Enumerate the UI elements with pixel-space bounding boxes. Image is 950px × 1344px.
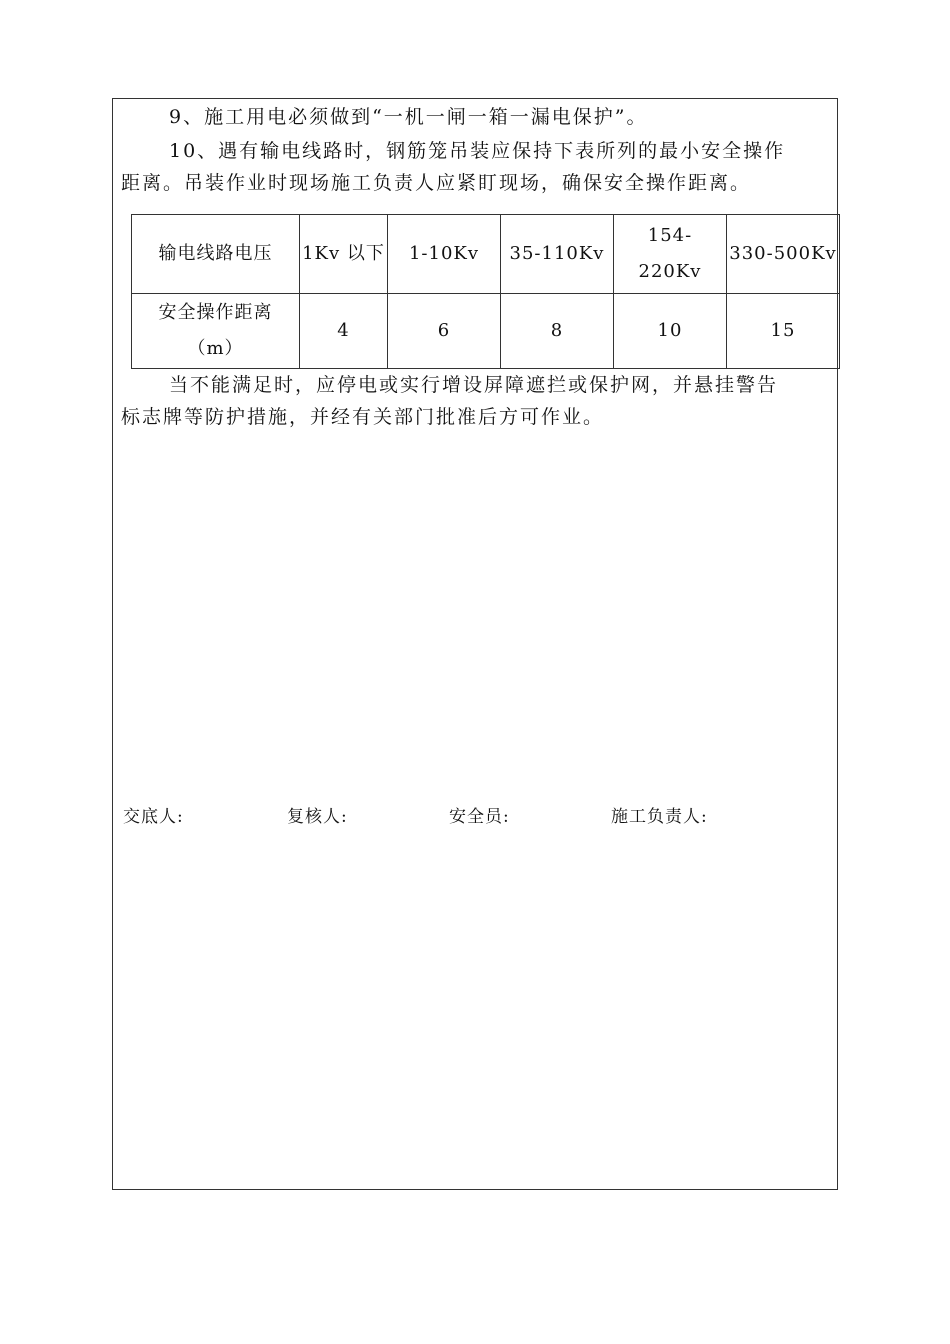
table-row-voltage <box>132 215 840 294</box>
table-header-distance: 安全操作距离（m） <box>132 294 300 369</box>
paragraph-note-line-2: 标志牌等防护措施，并经有关部门批准后方可作业。 <box>121 406 605 428</box>
paragraph-note-line-1: 当不能满足时，应停电或实行增设屏障遮拦或保护网，并悬挂警告 <box>169 374 779 396</box>
table-cell: 330-500Kv <box>727 215 840 294</box>
paragraph-item-10-line-2: 距离。吊装作业时现场施工负责人应紧盯现场，确保安全操作距离。 <box>121 172 752 194</box>
paragraph-item-10 <box>121 135 829 199</box>
table-cell: 154-220Kv <box>614 215 727 294</box>
signature-reviewer: 复核人: <box>287 807 348 827</box>
signature-row <box>121 802 821 830</box>
table-row-distance <box>132 294 840 369</box>
table-cell: 6 <box>388 294 501 369</box>
table-cell: 8 <box>501 294 614 369</box>
table-cell: 1-10Kv <box>388 215 501 294</box>
paragraph-note <box>121 369 829 433</box>
signature-construction-lead: 施工负责人: <box>611 807 708 827</box>
table-cell: 35-110Kv <box>501 215 614 294</box>
signature-discloser: 交底人: <box>123 807 184 827</box>
paragraph-item-10-line-1: 10、遇有输电线路时，钢筋笼吊装应保持下表所列的最小安全操作 <box>169 140 786 162</box>
table-cell: 15 <box>727 294 840 369</box>
safety-distance-table <box>131 214 840 369</box>
table-cell: 4 <box>300 294 388 369</box>
table-header-voltage: 输电线路电压 <box>132 215 300 294</box>
signature-safety-officer: 安全员: <box>449 807 510 827</box>
table-cell: 10 <box>614 294 727 369</box>
document-frame <box>112 98 838 1190</box>
table-cell: 1Kv 以下 <box>300 215 388 294</box>
paragraph-item-9: 9、施工用电必须做到“一机一闸一箱一漏电保护”。 <box>169 106 648 128</box>
